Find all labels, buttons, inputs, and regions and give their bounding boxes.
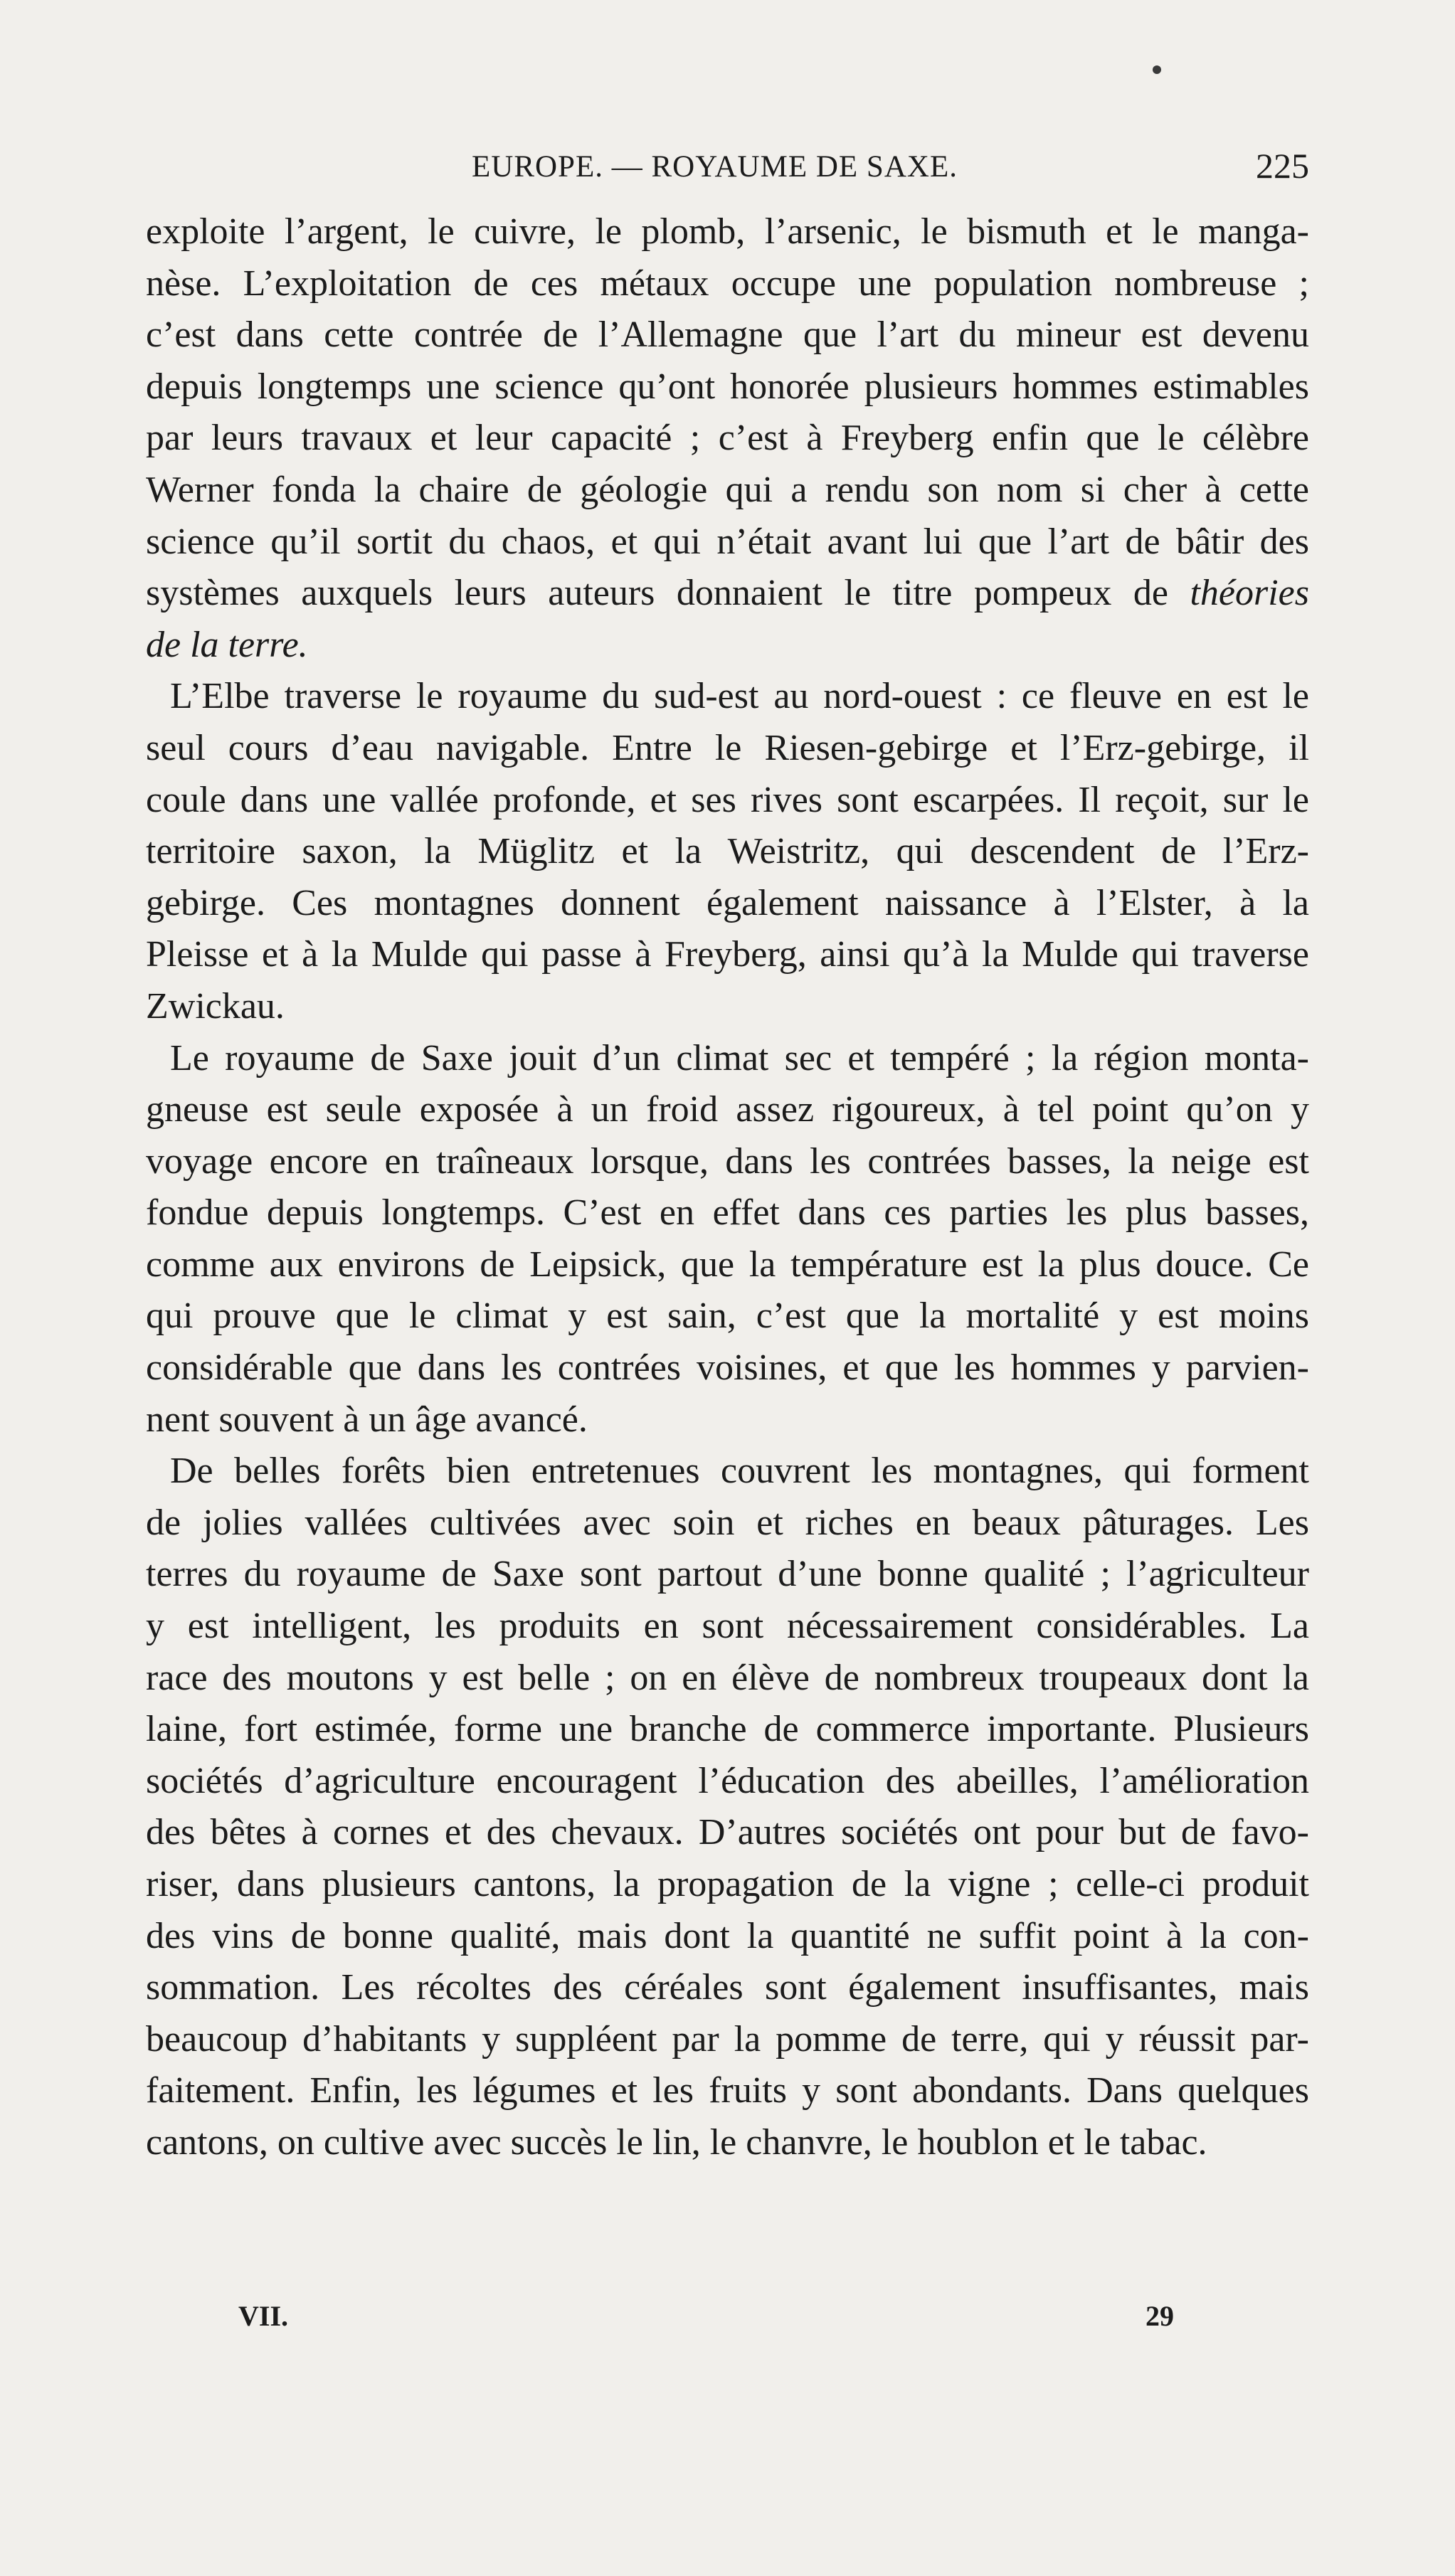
text-line: considérable que dans les contrées voisines, et que les hommes y parvien-	[146, 1347, 1309, 1389]
running-title: EUROPE. — ROYAUME DE SAXE.	[472, 150, 958, 184]
text-line: coule dans une vallée profonde, et ses rives sont escarpées. Il reçoit, sur le	[146, 779, 1309, 820]
paragraph-agriculture	[146, 1446, 1309, 2168]
text-fragment: systèmes auxquels leurs auteurs donnaient le titre pompeux de	[146, 573, 1190, 614]
text-line: beaucoup d’habitants y suppléent par la pomme de terre, qui y réussit par-	[146, 2018, 1309, 2060]
text-line-with-italic	[146, 568, 1309, 620]
text-line: gneuse est seule exposée à un froid assez rigoureux, à tel point qu’on y	[146, 1089, 1309, 1130]
paragraph-elbe	[146, 671, 1309, 1032]
text-line: fondue depuis longtemps. C’est en effet dans ces parties les plus basses,	[146, 1192, 1309, 1234]
text-line: nent souvent à un âge avancé.	[146, 1399, 588, 1440]
text-line: faitement. Enfin, les légumes et les fruits y sont abondants. Dans quelques	[146, 2070, 1309, 2111]
text-line: comme aux environs de Leipsick, que la température est la plus douce. Ce	[146, 1244, 1309, 1285]
text-line: y est intelligent, les produits en sont nécessairement considérables. La	[146, 1606, 1309, 1647]
text-line: race des moutons y est belle ; on en élève de nombreux troupeaux dont la	[146, 1657, 1309, 1698]
text-line: par leurs travaux et leur capacité ; c’est à Freyberg enfin que le célèbre	[146, 418, 1309, 459]
text-line: sommation. Les récoltes des céréales sont également insuffisantes, mais	[146, 1967, 1309, 2008]
ink-speck	[1153, 65, 1161, 74]
text-line: depuis longtemps une science qu’ont honorée plusieurs hommes estimables	[146, 366, 1309, 407]
text-line: territoire saxon, la Müglitz et la Weistritz, qui descendent de l’Erz-	[146, 831, 1309, 872]
page-footer	[146, 2299, 1309, 2342]
text-line: Zwickau.	[146, 985, 285, 1027]
text-line: terres du royaume de Saxe sont partout d’une bonne qualité ; l’agriculteur	[146, 1554, 1309, 1595]
italic-term: théories	[1190, 573, 1309, 614]
text-line: nèse. L’exploitation de ces métaux occupe une population nombreuse ;	[146, 263, 1309, 304]
text-line: science qu’il sortit du chaos, et qui n’était avant lui que l’art de bâtir des	[146, 521, 1309, 562]
text-line: gebirge. Ces montagnes donnent également naissance à l’Elster, à la	[146, 882, 1309, 923]
text-line: laine, fort estimée, forme une branche de commerce importante. Plusieurs	[146, 1709, 1309, 1750]
text-line: exploite l’argent, le cuivre, le plomb, l’arsenic, le bismuth et le manga-	[146, 211, 1309, 252]
text-line: Le royaume de Saxe jouit d’un climat sec et tempéré ; la région monta-	[170, 1037, 1309, 1078]
text-line: voyage encore en traîneaux lorsque, dans les contrées basses, la neige est	[146, 1140, 1309, 1182]
italic-term: de la terre.	[146, 624, 308, 665]
text-line: Pleisse et à la Mulde qui passe à Freyberg, ainsi qu’à la Mulde qui traverse	[146, 934, 1309, 975]
text-line-italic	[146, 620, 1309, 672]
text-line: Werner fonda la chaire de géologie qui a rendu son nom si cher à cette	[146, 469, 1309, 510]
text-line: riser, dans plusieurs cantons, la propagation de la vigne ; celle-ci produit	[146, 1864, 1309, 1904]
text-line: c’est dans cette contrée de l’Allemagne que l’art du mineur est devenu	[146, 314, 1309, 356]
signature-mark: VII.	[238, 2300, 289, 2332]
sheet-number: 29	[1146, 2300, 1174, 2332]
text-line: des vins de bonne qualité, mais dont la quantité ne suffit point à la con-	[146, 1915, 1309, 1956]
text-line: cantons, on cultive avec succès le lin, le chanvre, le houblon et le tabac.	[146, 2121, 1207, 2163]
text-line: seul cours d’eau navigable. Entre le Riesen-gebirge et l’Erz-gebirge, il	[146, 727, 1309, 768]
text-line: sociétés d’agriculture encouragent l’éducation des abeilles, l’amélioration	[146, 1760, 1309, 1801]
page-header	[146, 142, 1309, 192]
text-line: L’Elbe traverse le royaume du sud-est au nord-ouest : ce fleuve en est le	[170, 676, 1309, 717]
text-line: de jolies vallées cultivées avec soin et riches en beaux pâturages. Les	[146, 1502, 1309, 1543]
paragraph-mining	[146, 206, 1309, 671]
text-line: De belles forêts bien entretenues couvrent les montagnes, qui forment	[170, 1451, 1309, 1492]
paragraph-climate	[146, 1033, 1309, 1446]
text-line: des bêtes à cornes et des chevaux. D’autres sociétés ont pour but de favo-	[146, 1812, 1309, 1853]
text-line: qui prouve que le climat y est sain, c’est que la mortalité y est moins	[146, 1295, 1309, 1337]
page-number: 225	[1256, 146, 1309, 186]
page-body	[146, 206, 1309, 2169]
